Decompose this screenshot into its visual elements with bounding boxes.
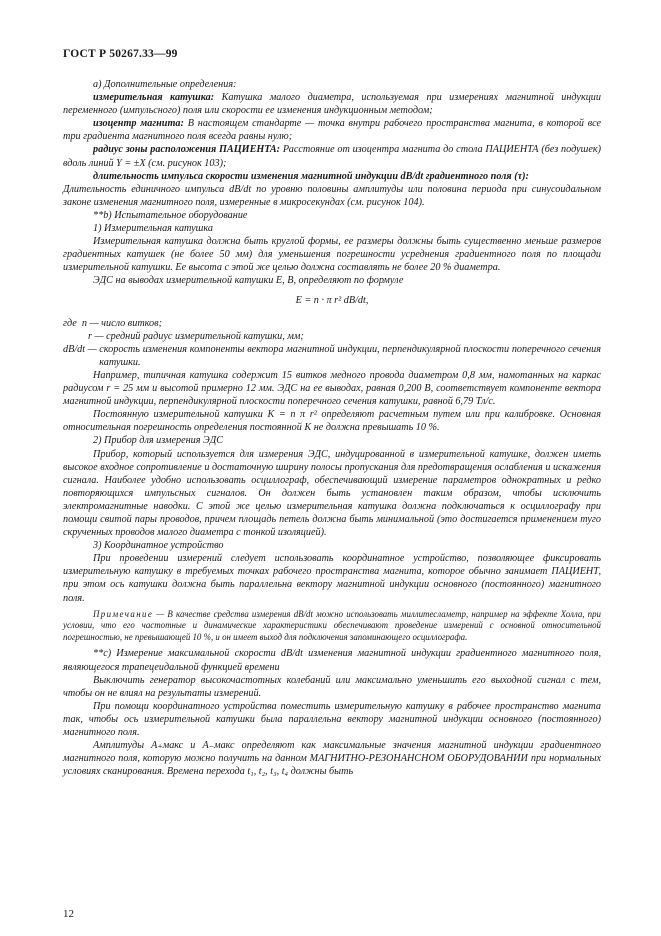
note-label: Примечание [93, 608, 154, 619]
paragraph: При помощи координатного устройства поместить измерительную катушку в рабочее пространство магнита так, чтобы ось измерительной катушки была параллельна вектору магнитной индукции основного (постоянного) магнитного поля. [63, 700, 601, 738]
formula: E = n · π r² dB/dt, [295, 294, 369, 306]
definition-text: В настоящем стандарте — точка внутри рабочего пространства магнита, в которой все три градиента магнитного поля всегда равны нулю; [63, 118, 601, 143]
paragraph: Измерительная катушка должна быть круглой формы, ее размеры должны быть существенно меньше размеров градиентных катушек (не более 50 мм) для уменьшения погрешности усреднения градиентного поля по площади измерительной катушки. Ее высота с этой же целью должна составлять не более 20 % диаметра. [63, 236, 601, 274]
term: радиус зоны расположения ПАЦИЕНТА: [93, 144, 281, 156]
variable-definitions [63, 317, 601, 369]
paragraph: Постоянную измерительной катушки K = n π r² определяют расчетным путем или при калибровке. Основная относительная погрешность определения постоянной K не должна превышать 10 %. [63, 409, 601, 434]
variable-symbol: где n — [63, 317, 102, 329]
definition-patient-zone-radius [63, 143, 601, 169]
note [63, 609, 601, 644]
subsection-heading: 3) Координатное устройство [93, 540, 224, 552]
document-body [63, 78, 601, 778]
subsection-heading: 1) Измерительная катушка [93, 223, 213, 235]
paragraph: Выключить генератор высокочастотных колебаний или максимально уменьшить его выходной сигнал с тем, чтобы он не влиял на результаты измерений. [63, 674, 601, 699]
section-heading: **c) Измерение максимальной скорости dB/dt изменения магнитной индукции градиентного магнитного поля, являющегося трапецеидальной функцией времени [63, 648, 601, 673]
term: изоцентр магнита: [93, 118, 184, 130]
definition-magnet-isocenter [63, 117, 601, 143]
subsection-heading: 2) Прибор для измерения ЭДС [93, 435, 224, 447]
definition-measuring-coil [63, 91, 601, 117]
paragraph: Например, типичная катушка содержит 15 витков медного провода диаметром 0,8 мм, намотанных на каркас радиусом r = 25 мм и высотой примерно 12 мм. ЭДС на ее выводах, равная 0,200 В, соответствует компоненте вектора магнитной индукции, перпендикулярной плоскости поперечного сечения катушки, равной 6,79 Тл/с. [63, 369, 601, 408]
section-heading: **b) Испытательное оборудование [93, 209, 248, 221]
definition-text: Расстояние от изоцентра магнита до стола ПАЦИЕНТА (без подушек) вдоль линий Y = ±X (см. рисунок 103); [63, 144, 601, 169]
term: длительность импульса скорости изменения магнитной индукции dB/dt градиентного поля (τ): [93, 170, 529, 182]
variable-symbol: r — [88, 330, 107, 342]
definition-text: Катушка малого диаметра, используемая при измерениях магнитной индукции переменного (импульсного) поля или скорости ее изменения индукционным методом; [63, 92, 601, 117]
note-text: — В качестве средства измерения dB/dt можно использовать миллитесламетр, например на эффекте Холла, при условии, что его частотные и динамические характеристики обеспечивают проведение измерений с основной относительной погрешностью, не превышающей 10 %, и он имеет выход для подключения запоминающего осциллографа. [63, 608, 601, 642]
variable-definition [63, 330, 601, 343]
term: измерительная катушка: [93, 92, 215, 104]
paragraph: а) Дополнительные определения: [93, 79, 237, 90]
paragraph: Прибор, который используется для измерения ЭДС, индуцированной в измерительной катушке, должен иметь высокое входное сопротивление и достаточную ширину полосы пропускания для предотвращения ослабления и искажения сигнала. Наиболее удобно использовать осциллограф, обеспечивающий измерение параметров однократных и редко повторяющихся импульсных сигналов. Он должен быть установлен таким образом, чтобы исключить электромагнитные наводки. С этой же целью измерительная катушка должна подключаться к осциллографу при помощи свитой пары проводов, причем площадь петель должна быть минимальной (это достигается применением туго скрученных проводов малого диаметра с тонкой изоляцией). [63, 448, 601, 539]
paragraph: При проведении измерений следует использовать координатное устройство, позволяющее фиксировать измерительную катушку в требуемых точках рабочего пространства магнита, которое обычно занимает ПАЦИЕНТ, при этом ось катушки должна быть параллельна вектору магнитной индукции основного (постоянного) магнитного поля. [63, 553, 601, 604]
page-number: 12 [63, 908, 74, 920]
variable-definition [63, 343, 601, 369]
paragraph: Длительность единичного импульса dB/dt по уровню половины амплитуды или половина периода при синусоидальном законе изменения магнитного поля, измеренные в микросекундах (см. рисунок 104). [63, 183, 601, 208]
variable-description: число витков; [101, 317, 162, 329]
paragraph: Амплитуды A₊макс и A₋макс определяют как максимальные значения магнитной индукции градиентного магнитного поля, которую можно получить на данном МАГНИТНО-РЕЗОНАНСНОМ ОБОРУДОВАНИИ при нормальных условиях сканирования. Времена перехода t₁, t₂, t₃, t₄ должны быть [63, 740, 601, 778]
paragraph: ЭДС на выводах измерительной катушки E, B, определяют по формуле [93, 275, 404, 287]
variable-symbol: dB/dt — [63, 343, 100, 355]
definition-pulse-duration [63, 170, 601, 183]
variable-description: средний радиус измерительной катушки, мм; [106, 330, 304, 342]
document-header: ГОСТ Р 50267.33—99 [63, 48, 178, 60]
variable-definition [63, 317, 601, 330]
variable-description: скорость изменения компоненты вектора магнитной индукции, перпендикулярной плоскости поперечного сечения катушки. [99, 343, 601, 368]
